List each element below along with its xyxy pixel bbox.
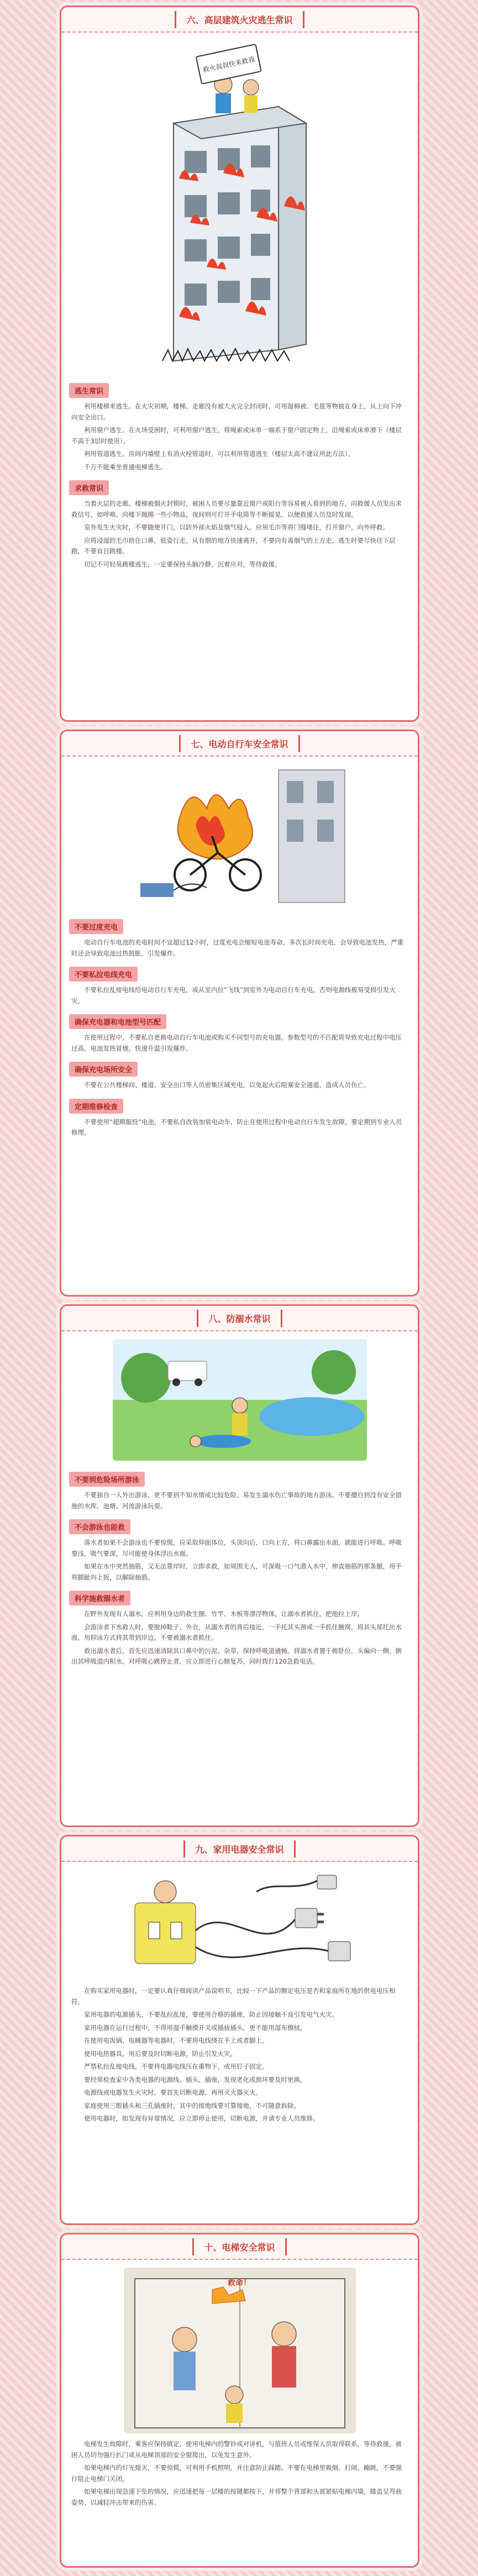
paragraph: 室外发生火灾时，不要随便开门，以防外部火焰及烟气侵入。应用毛巾等将门缝堵住，打开窗户，向外呼救。 — [84, 523, 389, 532]
paragraph: 在使用电饭锅、电暖器等电器时，不要将电线绕在手上或者脚上。 — [84, 2037, 269, 2045]
section-drowning — [60, 1304, 419, 1827]
block-label: 定期维修检查 — [69, 1099, 123, 1114]
paragraph: 使用电热器具，用后要及时切断电源，防止引发火灾。 — [84, 2049, 237, 2058]
section-header — [61, 1837, 418, 1862]
paragraph: 救出溺水者后，首先应迅速清除其口鼻中的污泥、杂草，保持呼吸道通畅。将溺水者置于俯卧位，头偏向一侧，倒出其呼吸道内积水。对呼吸心跳停止者，应立即进行心肺复苏，同时拨打120急救电话。 — [71, 1646, 402, 1666]
elevator-trapped-illustration — [124, 2268, 356, 2433]
paragraph: 当着火层的走廊、楼梯被烟火封锁时，被困人员要尽量靠近窗户或阳台等容易被人看到的地方，向救援人员发出求救信号，如呼唤、向楼下抛掷一些小物品，夜间则可打开手电筒等不断摇晃，以便救援人员及时发现。 — [71, 500, 402, 518]
illustration-caption: 救命！ — [227, 2279, 251, 2288]
section-header — [61, 1306, 418, 1331]
paragraph: 电动自行车电池的充电时间不宜超过12小时，过度充电会缩短电池寿命，多次长时间充电，会导致电池发热，严重时还会导致电池过热鼓胀，引发爆炸。 — [71, 938, 404, 957]
section-title: 九、家用电器安全常识 — [183, 1840, 295, 1858]
illustration-caption: 救火叔叔快来救我 — [202, 55, 255, 74]
paragraph: 在野外发现有人溺水，应利用身边的救生圈、竹竿、木板等漂浮物体，让溺水者抓住，把他拉上岸。 — [84, 1610, 364, 1618]
paragraph: 不要独自一人外出游泳，更不要到不知水情或比较危险、易发生溺水伤亡事故的地方游泳。不要擅自到没有安全措施的水库、池塘、河流游泳玩耍。 — [71, 1491, 402, 1510]
paragraph: 使用电器时，如发现有异常情况，应立即停止使用，切断电源，并请专业人员维修。 — [84, 2115, 319, 2123]
paragraph: 如果电梯内的灯光熄灭，不要惊慌，可利用手机照明，并注意防止踩踏。不要在电梯里吸烟、打闹、蹦跳，不要强行阻止电梯门关闭。 — [71, 2464, 402, 2483]
paragraph: 利用楼梯来逃生。在火灾初期，楼梯、走廊没有被大火完全封闭时，可用湿棉被、毛毯等物披在身上，从上向下冲向安全出口。 — [71, 402, 402, 421]
block-label: 科学施救溺水者 — [69, 1591, 130, 1606]
section-title: 十、电梯安全常识 — [192, 2238, 286, 2255]
block-label: 求救常识 — [69, 480, 109, 495]
block-label: 不会游泳也能救 — [69, 1519, 130, 1534]
section-e-bike — [60, 730, 419, 1297]
paragraph: 落水者如果不会游泳也不要惊慌，应采取仰面体位，头顶向后，口向上方，将口鼻露出水面，就能进行呼吸。呼吸要浅，吸气要深，尽可能使身体浮出水面。 — [71, 1539, 402, 1557]
paragraph: 要经常检查家中各类电器的电源线、插头、插座，发现老化或损坏要及时更换。 — [84, 2075, 307, 2084]
paragraph: 千万不能乘坐普通电梯逃生。 — [84, 463, 167, 471]
section-header — [61, 7, 418, 33]
section-home-appliances — [60, 1835, 419, 2225]
e-bike-fire-illustration — [129, 764, 350, 908]
drowning-rescue-illustration — [113, 1339, 367, 1461]
paragraph: 家用电器的电源插头，不要乱拉乱接，要使用合格的插座，防止因接触不良引发电气火灾。 — [84, 2011, 338, 2019]
paragraph: 如果在水中突然抽筋，又无法靠岸时，立即求救，如周围无人，可深吸一口气潜入水中，伸直抽筋的那条腿，用手将脚趾向上扳，以解除抽筋。 — [71, 1562, 402, 1581]
paragraph: 如果电梯出现急速下坠的情况，应迅速把每一层楼的按键都按下，并将整个背部和头部紧贴电梯内墙，膝盖呈弯曲姿势，以减轻冲击带来的伤害。 — [71, 2488, 402, 2506]
block-label: 不要过度充电 — [69, 919, 123, 934]
paragraph: 利用窗户逃生。在火场受困时，可利用窗户逃生，将绳索或床单一端系于窗户固定物上，沿绳索或床单滑下（楼层不高于3层时使用）。 — [71, 426, 402, 445]
section-title: 七、电动自行车安全常识 — [179, 735, 300, 752]
paragraph: 在购买家用电器时，一定要认真仔细阅读产品说明书，比较一下产品的额定电压是否和家庭所在地的供电电压相符。 — [71, 1987, 396, 2006]
block-label: 不要到危险场所游泳 — [69, 1472, 145, 1487]
paragraph: 家用电器在运行过程中，不得用湿手触摸开关或插拔插头，更不能用湿布擦拭。 — [84, 2023, 307, 2032]
paragraph: 在使用过程中，不要私自更换电动自行车电池或购买不同型号的充电器，参数型号的不匹配将导致充电过程中电压过高、电池发热冒烟，快速升温引发爆炸。 — [71, 1033, 402, 1052]
paragraph: 利用管道逃生。房间内墙壁上有消火栓管道时，可以利用管道逃生（楼层太高不建议用此方法）。 — [84, 450, 354, 458]
block-label: 确保充电场所安全 — [69, 1062, 138, 1077]
paragraph: 严禁私拉乱接电线，不要将电器电线压在重物下，或用钉子固定。 — [84, 2063, 269, 2071]
paragraph: 切记不可轻易跳楼逃生，一定要保持头脑冷静，沉着应对，等待救援。 — [84, 560, 281, 569]
paragraph: 家庭使用三眼插头和三孔插座时，其中的接地线要可靠接地，不可随意拆除。 — [84, 2101, 300, 2110]
block-label: 不要私拉电线充电 — [69, 967, 138, 982]
section-high-rise-fire — [60, 6, 419, 722]
section-header — [61, 731, 418, 757]
paragraph: 会游泳者下水救人时，要脱掉鞋子、外衣，从溺水者的背后接近，一手托其头颈或一手抓住腋窝，将其头部托出水面，用仰泳方式将其带到岸边。不要被溺水者抓住。 — [71, 1623, 402, 1642]
section-title: 八、防溺水常识 — [197, 1310, 282, 1327]
block-label: 确保充电器和电池型号匹配 — [69, 1014, 166, 1029]
block-rescue — [61, 475, 418, 570]
block-escape — [61, 377, 418, 473]
paragraph: 应将浸湿的毛巾捂住口鼻，低姿行走，从有烟的地方快速离开，不要向有毒烟气的上方走，逃生时要尽快往下层跑，不要盲目跳楼。 — [71, 536, 396, 555]
paragraph: 电源线或电器发生火灾时，要首先切断电源，再用灭火器灭火。 — [84, 2089, 262, 2097]
section-elevator — [60, 2233, 419, 2568]
section-header — [61, 2234, 418, 2260]
paragraph: 不要私拉乱接电线给电动自行车充电，或从室内拉“飞线”到室外为电动自行车充电，否则电源线极易受损引发火灾。 — [71, 986, 396, 1005]
paragraph: 电梯发生故障时，乘客应保持镇定，使用电梯内的警铃或对讲机，与值班人员或维保人员取得联系，等待救援。被困人员切勿强行扒门或从电梯顶部的安全窗爬出，以免发生意外。 — [71, 2440, 402, 2459]
building-fire-illustration — [140, 40, 339, 372]
paragraph: 不要在公共楼梯间、楼道、安全出口等人员密集区域充电，以免起火后阻塞安全通道，造成人员伤亡。 — [84, 1081, 370, 1089]
section-title: 六、高层建筑火灾逃生常识 — [175, 11, 304, 28]
block-label: 逃生常识 — [69, 383, 109, 398]
plugs-sockets-illustration — [118, 1870, 361, 1980]
paragraph: 不要使用“超期服役”电池，不要私自改装加装电动车，防止在使用过程中电动自行车发生故障，要定期到专业人员修理。 — [71, 1118, 402, 1137]
